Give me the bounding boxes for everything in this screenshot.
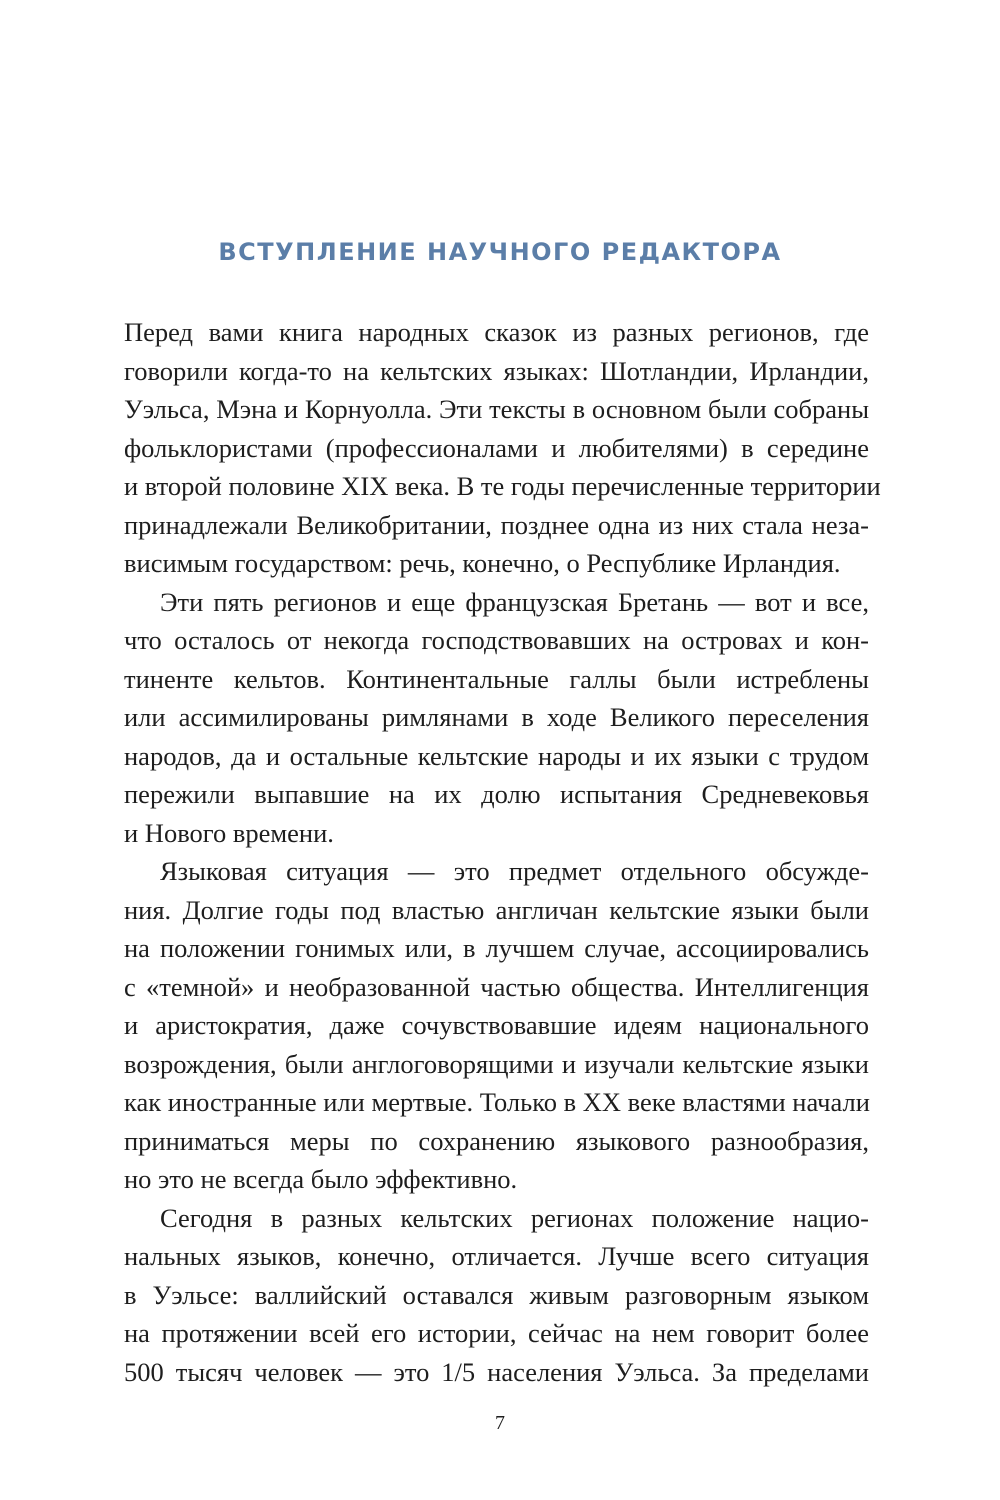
text-line: тиненте кельтов. Континентальные галлы были истреблены (124, 663, 869, 694)
page-number: 7 (495, 1412, 505, 1434)
body-text (124, 313, 881, 1391)
text-line: ния. Долгие годы под властью англичан кельтские языки были (124, 894, 869, 925)
text-line: или ассимилированы римлянами в ходе Великого переселения (124, 702, 869, 732)
text-line: возрождения, были англоговорящими и изучали кельтские языки (124, 1048, 869, 1079)
text-line: говорили когда-то на кельтских языках: Шотландии, Ирландии, (124, 355, 869, 386)
text-line: фольклористами (профессионалами и любителями) в середине (124, 432, 869, 463)
text-line: Сегодня в разных кельтских регионах положение нацио- (160, 1202, 869, 1233)
text-line: и Нового времени. (124, 817, 334, 848)
text-line: народов, да и остальные кельтские народы и их языки с трудом (124, 740, 869, 771)
text-line: как иностранные или мертвые. Только в XX веке властями начали (124, 1087, 870, 1117)
text-line: принадлежали Великобритании, позднее одна из них стала неза- (124, 509, 869, 540)
text-line: и второй половине XIX века. В те годы перечисленные территории (124, 471, 881, 501)
text-line: в Уэльсе: валлийский оставался живым разговорным языком (124, 1279, 869, 1310)
text-line: нальных языков, конечно, отличается. Лучше всего ситуация (124, 1241, 869, 1271)
text-line: Перед вами книга народных сказок из разных регионов, где (124, 317, 869, 347)
text-line: Эти пять регионов и еще французская Бретань — вот и все, (160, 586, 869, 617)
text-line: на протяжении всей его истории, сейчас на нем говорит более (124, 1318, 869, 1348)
chapter-heading: ВСТУПЛЕНИЕ НАУЧНОГО РЕДАКТОРА (218, 238, 782, 266)
paragraph-4 (124, 1199, 869, 1392)
paragraph-1 (124, 313, 881, 583)
text-line: Языковая ситуация — это предмет отдельного обсужде- (160, 856, 869, 886)
text-line: что осталось от некогда господствовавших на островах и кон- (124, 625, 869, 655)
paragraph-2 (124, 583, 869, 853)
text-line: и аристократия, даже сочувствовавшие идеям национального (124, 1010, 869, 1040)
text-line: приниматься меры по сохранению языкового разнообразия, (124, 1125, 869, 1156)
text-line: 500 тысяч человек — это 1/5 населения Уэльса. За пределами (124, 1356, 869, 1387)
text-line: Уэльса, Мэна и Корнуолла. Эти тексты в основном были собраны (124, 394, 869, 424)
text-line: с «темной» и необразованной частью общества. Интеллигенция (124, 971, 869, 1002)
paragraph-3 (124, 852, 869, 1199)
text-line: пережили выпавшие на их долю испытания Средневековья (124, 779, 869, 809)
text-line: но это не всегда было эффективно. (124, 1164, 518, 1194)
text-line: висимым государством: речь, конечно, о Республике Ирландия. (124, 548, 841, 578)
text-line: на положении гонимых или, в лучшем случае, ассоциировались (124, 933, 869, 963)
